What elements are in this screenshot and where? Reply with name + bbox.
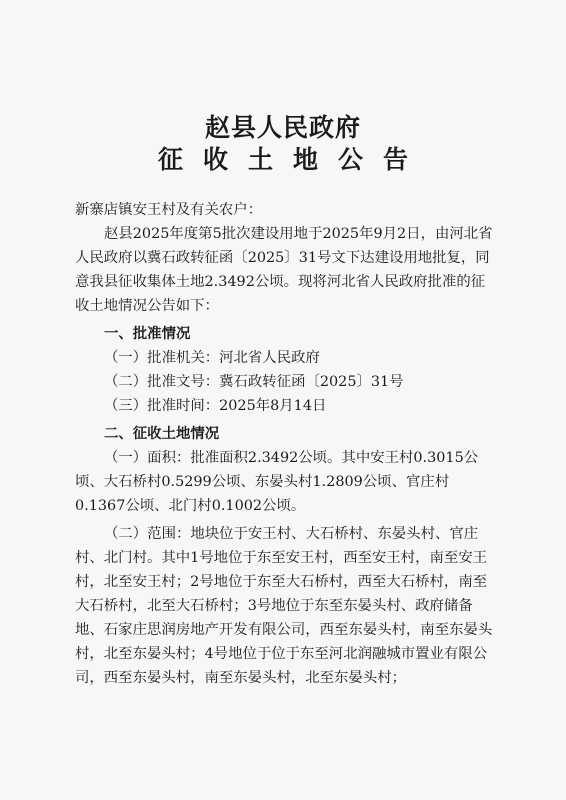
section1-heading: 一、批准情况 <box>104 325 191 342</box>
salutation: 新寨店镇安王村及有关农户： <box>75 202 263 218</box>
land-scope-paragraph: （二）范围：地块位于安王村、大石桥村、东晏头村、官庄村、北门村。其中1号地位于东至安王村，西至安王村，南至安王村，北至安王村；2号地位于东至大石桥村，西至大石桥村，南至大石桥村，北至大石桥村；3号地位于东至东晏头村、政府储备地、石家庄思润房地产开发有限公司，西至东晏头村，南至东晏头村，北至东晏头村；4号地位于位于东至河北润融城市置业有限公司，西至东晏头村，南至东晏头村，北至东晏头村； <box>75 526 493 686</box>
issuer-title: 赵县人民政府 <box>204 113 361 142</box>
notice-title: 征收土地公告 <box>157 145 428 174</box>
section2-heading: 二、征收土地情况 <box>104 425 220 442</box>
intro-paragraph: 赵县2025年度第5批次建设用地于2025年9月2日，由河北省人民政府以冀石政转征函〔2025〕31号文下达建设用地批复，同意我县征收集体土地2.3492公顷。现将河北省人民政府批准的征收土地情况公告如下： <box>75 226 493 314</box>
approval-authority: （一）批准机关：河北省人民政府 <box>104 350 320 366</box>
land-area-paragraph: （一）面积：批准面积2.3492公顷。其中安王村0.3015公顷、大石桥村0.5299公顷、东晏头村1.2809公顷、官庄村0.1367公顷、北门村0.1002公顷。 <box>75 450 479 514</box>
approval-document-number: （二）批准文号：冀石政转征函〔2025〕31号 <box>104 374 404 390</box>
approval-date: （三）批准时间：2025年8月14日 <box>104 398 327 414</box>
document-body <box>75 198 495 690</box>
